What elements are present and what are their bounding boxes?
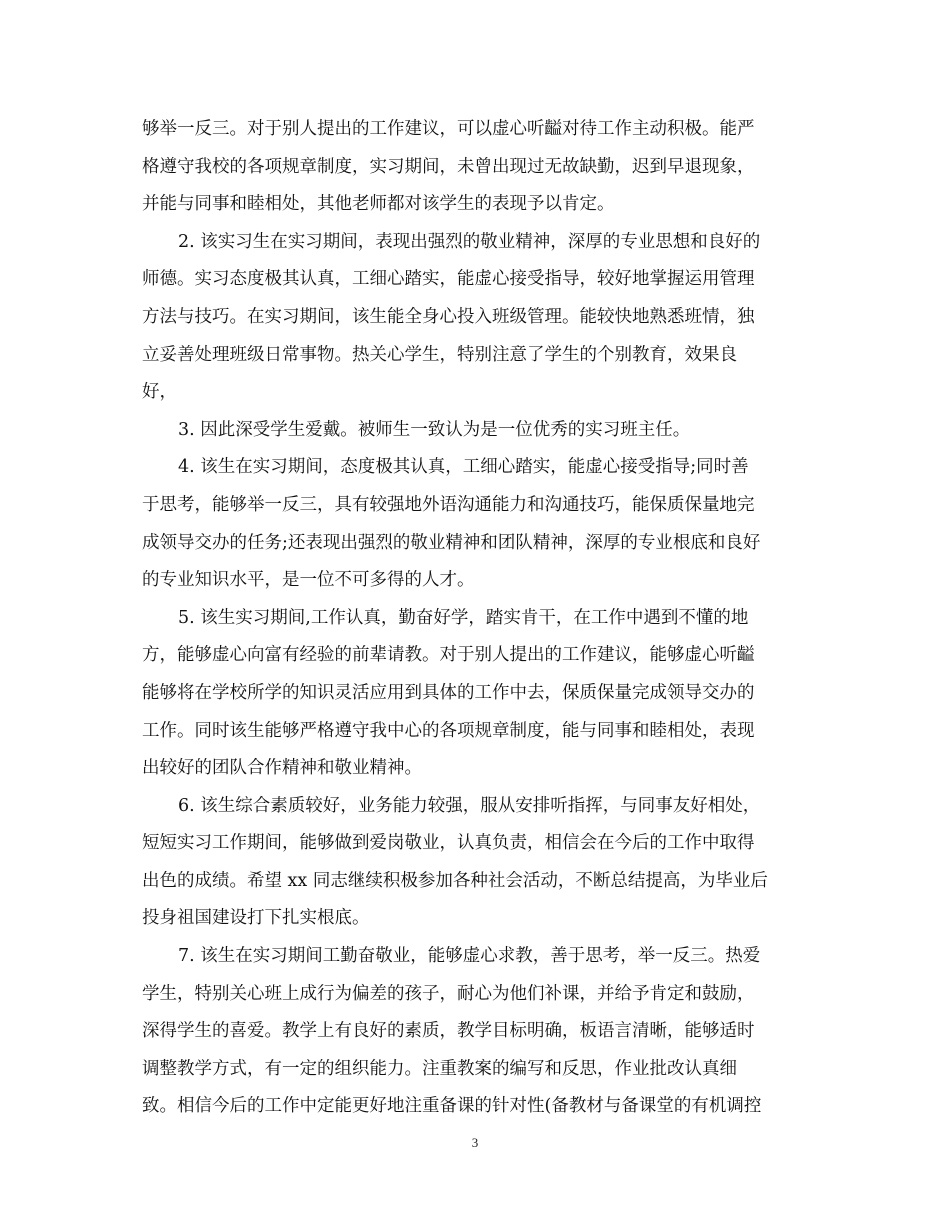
text-line: 成领导交办的任务;还表现出强烈的敬业精神和团队精神，深厚的专业根底和良好 [142, 532, 761, 553]
text-line: 出色的成绩。希望 xx 同志继续积极参加各种社会活动，不断总结提高，为毕业后 [142, 870, 768, 891]
text-line: 致。相信今后的工作中定能更好地注重备课的针对性(备教材与备课堂的有机调控 [142, 1096, 762, 1117]
text-line: 3. 因此深受学生爱戴。被师生一致认为是一位优秀的实习班主任。 [178, 419, 691, 440]
text-line: 7. 该生在实习期间工勤奋敬业，能够虚心求教，善于思考，举一反三。热爱 [178, 946, 761, 967]
text-line: 格遵守我校的各项规章制度，实习期间，未曾出现过无故缺勤，迟到早退现象， [142, 156, 755, 177]
text-line: 能够将在学校所学的知识灵活应用到具体的工作中去，保质保量完成领导交办的 [142, 682, 755, 703]
paragraph-item-6 [142, 788, 814, 938]
text-line: 方法与技巧。在实习期间，该生能全身心投入班级管理。能较快地熟悉班情，独 [142, 306, 755, 327]
text-line: 的专业知识水平，是一位不可多得的人才。 [142, 570, 475, 591]
document-body [142, 111, 814, 1126]
paragraph-item-3 [142, 412, 814, 450]
page-number: 3 [471, 1135, 479, 1150]
paragraph-continuation [142, 111, 814, 224]
text-line: 够举一反三。对于别人提出的工作建议，可以虚心听齸对待工作主动积极。能严 [142, 119, 755, 139]
text-line: 于思考，能够举一反三，具有较强地外语沟通能力和沟通技巧，能保质保量地完 [142, 494, 755, 515]
paragraph-item-2 [142, 224, 814, 412]
text-line: 投身祖国建设打下扎实根底。 [142, 908, 370, 929]
text-line: 工作。同时该生能够严格遵守我中心的各项规章制度，能与同事和睦相处，表现 [142, 720, 755, 741]
text-line: 4. 该生在实习期间，态度极其认真，工细心踏实，能虚心接受指导;同时善 [178, 457, 749, 478]
text-line: 方，能够虚心向富有经验的前辈请教。对于别人提出的工作建议，能够虚心听齸 [142, 645, 755, 666]
text-line: 立妥善处理班级日常事物。热关心学生，特别注意了学生的个别教育，效果良 [142, 344, 737, 365]
text-line: 2. 该实习生在实习期间，表现出强烈的敬业精神，深厚的专业思想和良好的 [178, 231, 761, 252]
text-line: 并能与同事和睦相处，其他老师都对该学生的表现予以肯定。 [142, 194, 615, 215]
text-line: 出较好的团队合作精神和敬业精神。 [142, 758, 422, 779]
paragraph-item-4 [142, 449, 814, 599]
paragraph-item-5 [142, 600, 814, 788]
text-line: 师德。实习态度极其认真，工细心踏实，能虚心接受指导，较好地掌握运用管理 [142, 269, 755, 290]
text-line: 深得学生的喜爱。教学上有良好的素质，教学目标明确，板语言清晰，能够适时 [142, 1021, 755, 1042]
paragraph-item-7 [142, 938, 814, 1126]
text-line: 6. 该生综合素质较好，业务能力较强，服从安排听指挥，与同事友好相处， [178, 795, 761, 816]
text-line: 调整教学方式，有一定的组织能力。注重教案的编写和反思，作业批改认真细 [142, 1058, 737, 1079]
text-line: 好， [142, 382, 177, 403]
text-line: 短短实习工作期间，能够做到爱岗敬业，认真负责，相信会在今后的工作中取得 [142, 833, 755, 854]
text-line: 5. 该生实习期间,工作认真，勤奋好学，踏实肯干，在工作中遇到不懂的地 [178, 607, 749, 628]
text-line: 学生，特别关心班上成行为偏差的孩子，耐心为他们补课，并给予肯定和鼓励， [142, 983, 755, 1004]
